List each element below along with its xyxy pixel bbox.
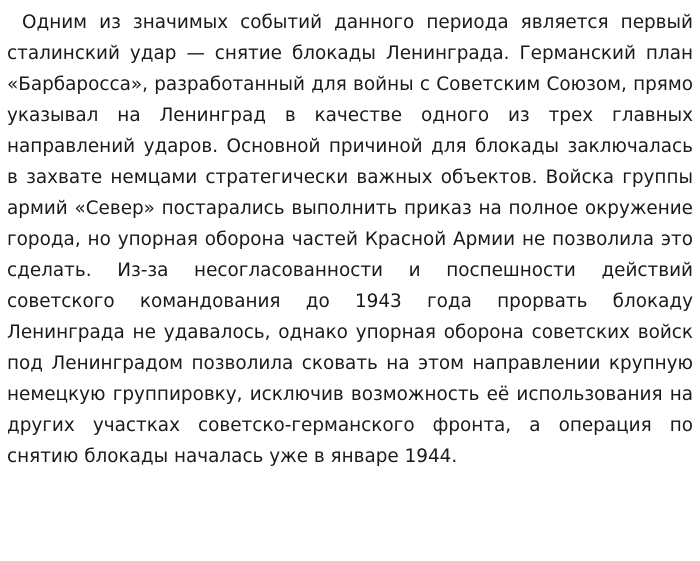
body-paragraph: Одним из значимых событий данного периода является первый сталинский удар — снятие блокады Ленинграда. Германский план «Барбаросса», разработанный для войны с Советским Союзом, прямо указывал на Ленинград в качестве одного из трех главных направлений ударов. Основной причиной для блокады заключалась в захвате немцами стратегически важных объектов. Войска группы армий «Север» постарались выполнить приказ на полное окружение города, но упорная оборона частей Красной Армии не позволила это сделать. Из-за несогласованности и поспешности действий советского командования до 1943 года прорвать блокаду Ленинграда не удавалось, однако упорная оборона советских войск под Ленинградом позволила сковать на этом направлении крупную немецкую группировку, исключив возможность её использования на других участках советско-германского фронта, а операция по снятию блокады началась уже в январе 1944. — [7, 12, 693, 467]
document-body — [7, 7, 693, 472]
